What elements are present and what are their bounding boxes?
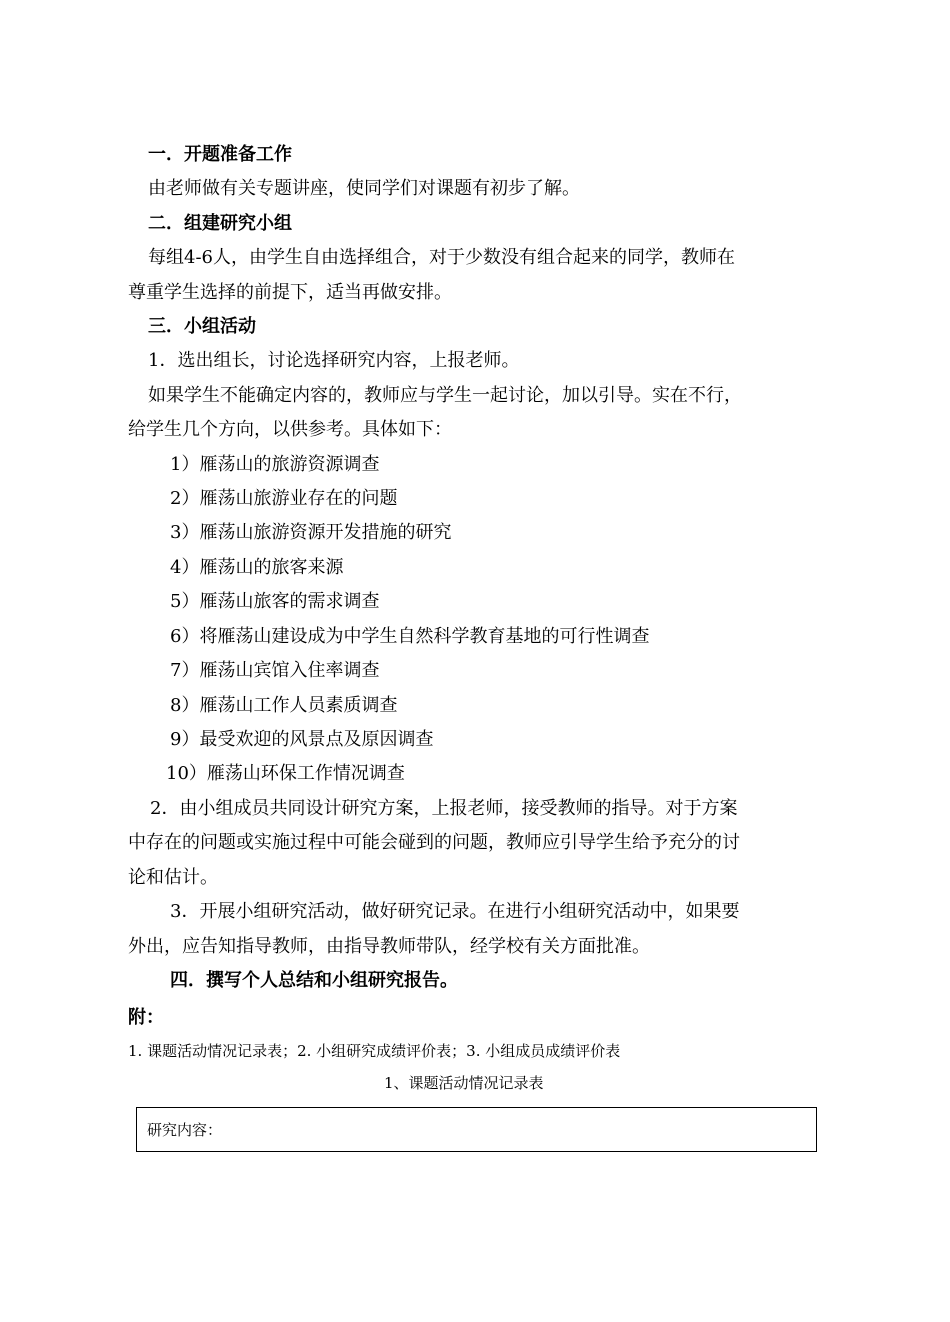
s3-para-line2: 给学生几个方向，以供参考。具体如下：	[128, 419, 452, 440]
s2-body-line2: 尊重学生选择的前提下，适当再做安排。	[128, 282, 452, 303]
table-title: 1、课题活动情况记录表	[384, 1074, 544, 1092]
s1-body: 由老师做有关专题讲座，使同学们对课题有初步了解。	[148, 178, 580, 199]
s4-heading: 四．撰写个人总结和小组研究报告。	[170, 970, 458, 991]
topic-item: 4）雁荡山的旅客来源	[170, 557, 344, 578]
topic-item: 2）雁荡山旅游业存在的问题	[170, 488, 398, 509]
s3-step2-line1: 2．由小组成员共同设计研究方案，上报老师，接受教师的指导。对于方案	[150, 798, 738, 819]
s3-step3-line2: 外出，应告知指导教师，由指导教师带队，经学校有关方面批准。	[128, 936, 650, 957]
s1-heading: 一．开题准备工作	[148, 144, 292, 165]
topic-item: 1）雁荡山的旅游资源调查	[170, 454, 380, 475]
topic-item: 9）最受欢迎的风景点及原因调查	[170, 729, 434, 750]
topic-item: 7）雁荡山宾馆入住率调查	[170, 660, 380, 681]
s3-step2-line2: 中存在的问题或实施过程中可能会碰到的问题，教师应引导学生给予充分的讨	[128, 832, 740, 853]
topic-item: 3）雁荡山旅游资源开发措施的研究	[170, 522, 452, 543]
appendix-list: 1. 课题活动情况记录表；2. 小组研究成绩评价表；3. 小组成员成绩评价表	[128, 1042, 621, 1060]
topic-item: 10）雁荡山环保工作情况调查	[166, 763, 405, 784]
record-table	[136, 1107, 817, 1152]
topic-item: 5）雁荡山旅客的需求调查	[170, 591, 380, 612]
s3-step3-line1: 3．开展小组研究活动，做好研究记录。在进行小组研究活动中，如果要	[170, 901, 740, 922]
s2-heading: 二．组建研究小组	[148, 213, 292, 234]
s3-step2-line3: 论和估计。	[128, 867, 218, 888]
s3-para-line1: 如果学生不能确定内容的，教师应与学生一起讨论，加以引导。实在不行，	[148, 385, 742, 406]
appendix-label: 附：	[128, 1007, 164, 1028]
s3-heading: 三．小组活动	[148, 316, 256, 337]
s2-body-line1: 每组4-6人，由学生自由选择组合，对于少数没有组合起来的同学，教师在	[148, 247, 735, 268]
table-cell-research-content: 研究内容：	[147, 1121, 223, 1139]
topic-item: 6）将雁荡山建设成为中学生自然科学教育基地的可行性调查	[170, 626, 650, 647]
topic-item: 8）雁荡山工作人员素质调查	[170, 695, 398, 716]
s3-step1: 1．选出组长，讨论选择研究内容，上报老师。	[148, 350, 520, 371]
